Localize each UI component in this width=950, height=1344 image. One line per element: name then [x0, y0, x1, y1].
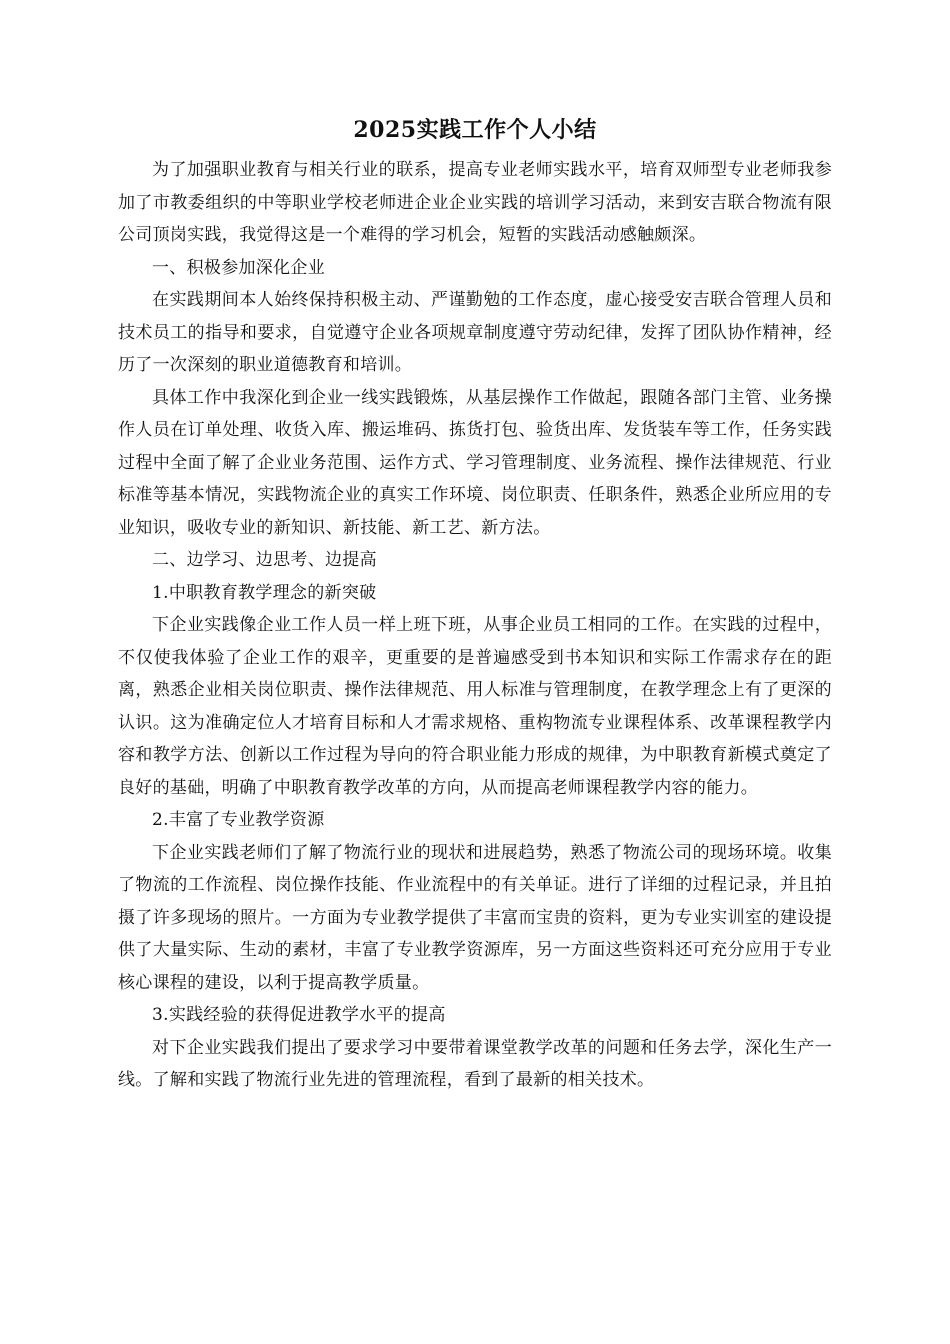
- subsection-3-paragraph: 对下企业实践我们提出了要求学习中要带着课堂教学改革的问题和任务去学，深化生产一线。了解和实践了物流行业先进的管理流程，看到了最新的相关技术。: [118, 1037, 832, 1090]
- section-2-heading: 二、边学习、边思考、边提高: [152, 550, 377, 570]
- section-1-heading: 一、积极参加深化企业: [152, 257, 325, 278]
- subsection-1-paragraph: 下企业实践像企业工作人员一样上班下班，从事企业员工相同的工作。在实践的过程中，不仅使我体验了企业工作的艰辛，更重要的是普遍感受到书本知识和实际工作需求存在的距离，熟悉企业相关岗位职责、操作法律规范、用人标准与管理制度，在教学理念上有了更深的认识。这为准确定位人才培育目标和人才需求规格、重构物流专业课程体系、改革课程教学内容和教学方法、创新以工作过程为导向的符合职业能力形成的规律，为中职教育新模式奠定了良好的基础，明确了中职教育教学改革的方向，从而提高老师课程教学内容的能力。: [118, 615, 832, 798]
- intro-paragraph: 为了加强职业教育与相关行业的联系，提高专业老师实践水平，培育双师型专业老师我参加了市教委组织的中等职业学校老师进企业企业实践的培训学习活动，来到安吉联合物流有限公司顶岗实践，我觉得这是一个难得的学习机会，短暂的实践活动感触颇深。: [118, 160, 832, 245]
- section-1-paragraph-2: 具体工作中我深化到企业一线实践锻炼，从基层操作工作做起，跟随各部门主管、业务操作人员在订单处理、收货入库、搬运堆码、拣货打包、验货出库、发货装车等工作，任务实践过程中全面了解了企业业务范围、运作方式、学习管理制度、业务流程、操作法律规范、行业标准等基本情况，实践物流企业的真实工作环境、岗位职责、任职条件，熟悉企业所应用的专业知识，吸收专业的新知识、新技能、新工艺、新方法。: [118, 387, 832, 538]
- document-page: [118, 112, 832, 1097]
- subsection-2-paragraph: 下企业实践老师们了解了物流行业的现状和进展趋势，熟悉了物流公司的现场环境。收集了物流的工作流程、岗位操作技能、作业流程中的有关单证。进行了详细的过程记录，并且拍摄了许多现场的照片。一方面为专业教学提供了丰富而宝贵的资料，更为专业实训室的建设提供了大量实际、生动的素材，丰富了专业教学资源库，另一方面这些资料还可充分应用于专业核心课程的建设，以利于提高教学质量。: [118, 842, 832, 993]
- section-1-paragraph-1: 在实践期间本人始终保持积极主动、严谨勤勉的工作态度，虚心接受安吉联合管理人员和技术员工的指导和要求，自觉遵守企业各项规章制度遵守劳动纪律，发挥了团队协作精神，经历了一次深刻的职业道德教育和培训。: [118, 290, 832, 375]
- subsection-1-heading: 1.中职教育教学理念的新突破: [152, 582, 377, 603]
- subsection-3-heading: 3.实践经验的获得促进教学水平的提高: [152, 1005, 446, 1025]
- document-title: 2025实践工作个人小结: [353, 117, 597, 143]
- subsection-2-heading: 2.丰富了专业教学资源: [152, 810, 325, 830]
